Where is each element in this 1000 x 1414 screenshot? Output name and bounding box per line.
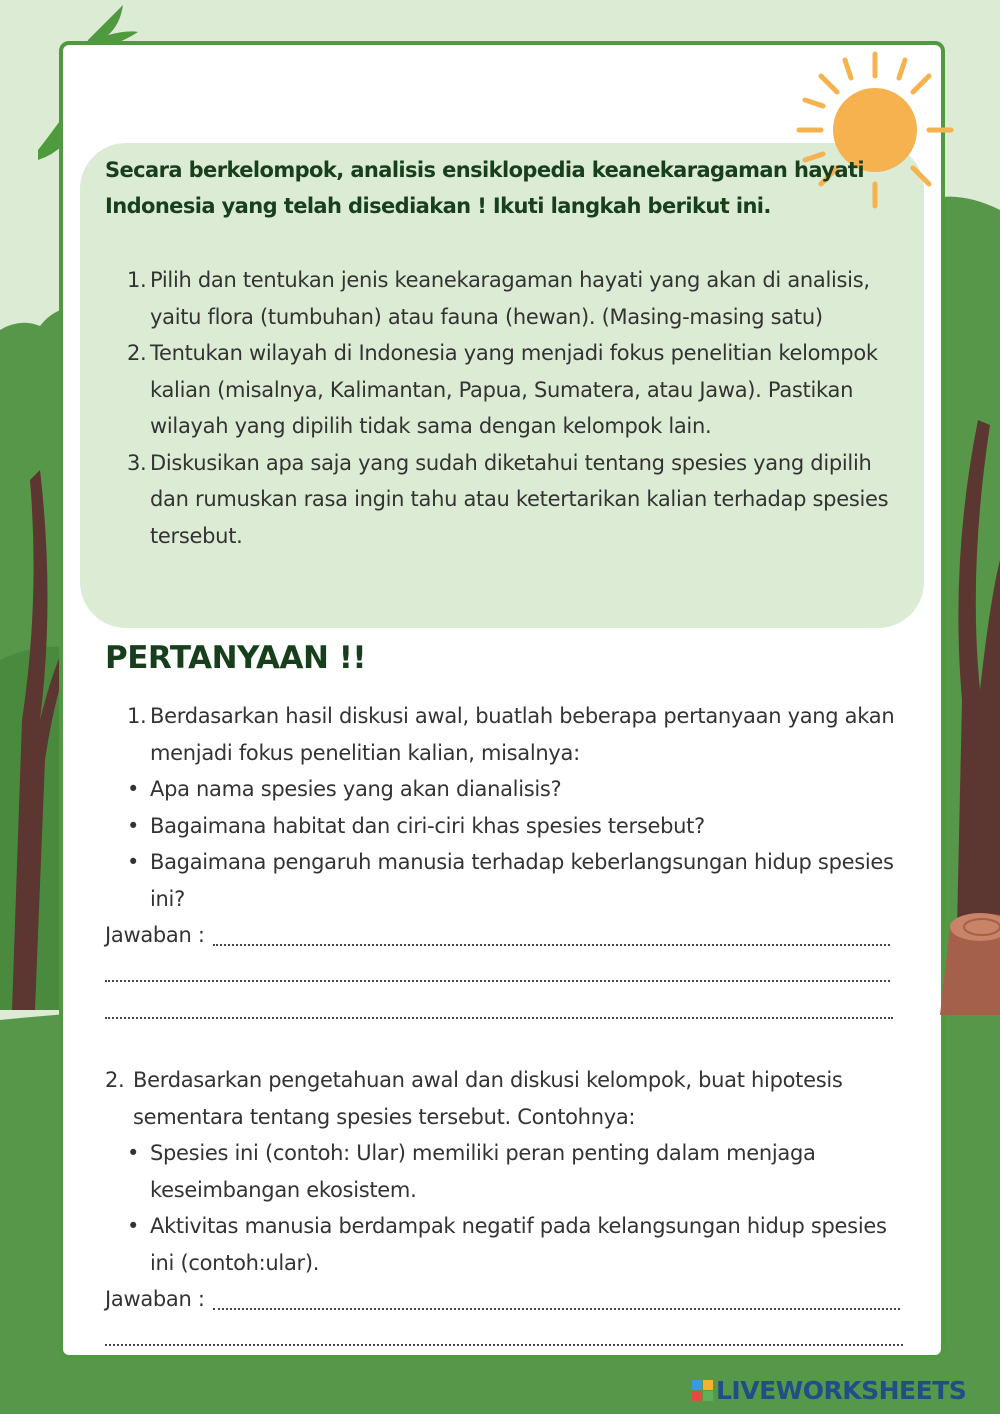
answer-field[interactable] [213,944,890,946]
question-1 [105,698,905,771]
answer-line [105,1318,905,1355]
question-2-examples [105,1135,905,1281]
step-number: 1. [127,268,147,292]
step-number: 2. [127,341,147,365]
example-item: • Apa nama spesies yang akan dianalisis? [105,771,905,808]
answer-label: Jawaban : [105,923,205,947]
question-1-examples [105,771,905,917]
answer-field[interactable] [105,1017,893,1019]
question-number: 1. [127,704,147,728]
answer-label: Jawaban : [105,1287,205,1311]
tree-stump-icon [940,905,1000,1015]
liveworksheets-logo[interactable] [692,1375,966,1405]
step-text: Diskusikan apa saja yang sudah diketahui tentang spesies yang dipilih dan rumuskan rasa ingin tahu atau ketertarikan kalian terhadap spesies tersebut. [150,450,889,548]
answer-field[interactable] [105,1344,903,1346]
answer-line [105,1281,905,1318]
step-number: 3. [127,450,147,475]
logo-text: LIVEWORKSHEETS [716,1375,967,1405]
intro-instruction: Secara berkelompok, analisis ensiklopedia keanekaragaman hayati Indonesia yang telah disediakan ! Ikuti langkah berikut ini. [105,158,864,218]
question-text: Berdasarkan pengetahuan awal dan diskusi kelompok, buat hipotesis sementara tentang spesies tersebut. Contohnya: [133,1068,843,1129]
example-item: • Bagaimana pengaruh manusia terhadap keberlangsungan hidup spesies ini? [105,844,905,917]
answer-line [105,990,905,1027]
example-item: • Spesies ini (contoh: Ular) memiliki peran penting dalam menjaga keseimbangan ekosistem. [105,1135,905,1208]
question-1-block [105,698,905,1027]
question-text: Berdasarkan hasil diskusi awal, buatlah beberapa pertanyaan yang akan menjadi fokus penelitian kalian, misalnya: [150,704,895,765]
answer-field[interactable] [213,1308,900,1310]
example-item: • Bagaimana habitat dan ciri-ciri khas spesies tersebut? [105,808,905,845]
steps-list [105,262,910,554]
step-item [105,335,910,445]
example-item: • Aktivitas manusia berdampak negatif pada kelangsungan hidup spesies ini (contoh:ular). [105,1208,905,1281]
logo-mark-icon [692,1380,713,1401]
step-item [105,445,910,555]
questions-heading: PERTANYAAN !! [105,640,367,676]
question-number: 2. [105,1068,125,1092]
step-text: Pilih dan tentukan jenis keanekaragaman hayati yang akan di analisis, yaitu flora (tumbuhan) atau fauna (hewan). (Masing-masing satu) [150,268,870,329]
question-2-block [105,1062,905,1354]
question-2 [105,1062,905,1135]
step-item [105,262,910,335]
answer-field[interactable] [105,980,890,982]
step-text: Tentukan wilayah di Indonesia yang menjadi fokus penelitian kelompok kalian (misalnya, Kalimantan, Papua, Sumatera, atau Jawa). Pastikan wilayah yang dipilih tidak sama dengan kelompok lain. [150,341,878,438]
answer-line [105,954,905,991]
answer-line [105,917,905,954]
